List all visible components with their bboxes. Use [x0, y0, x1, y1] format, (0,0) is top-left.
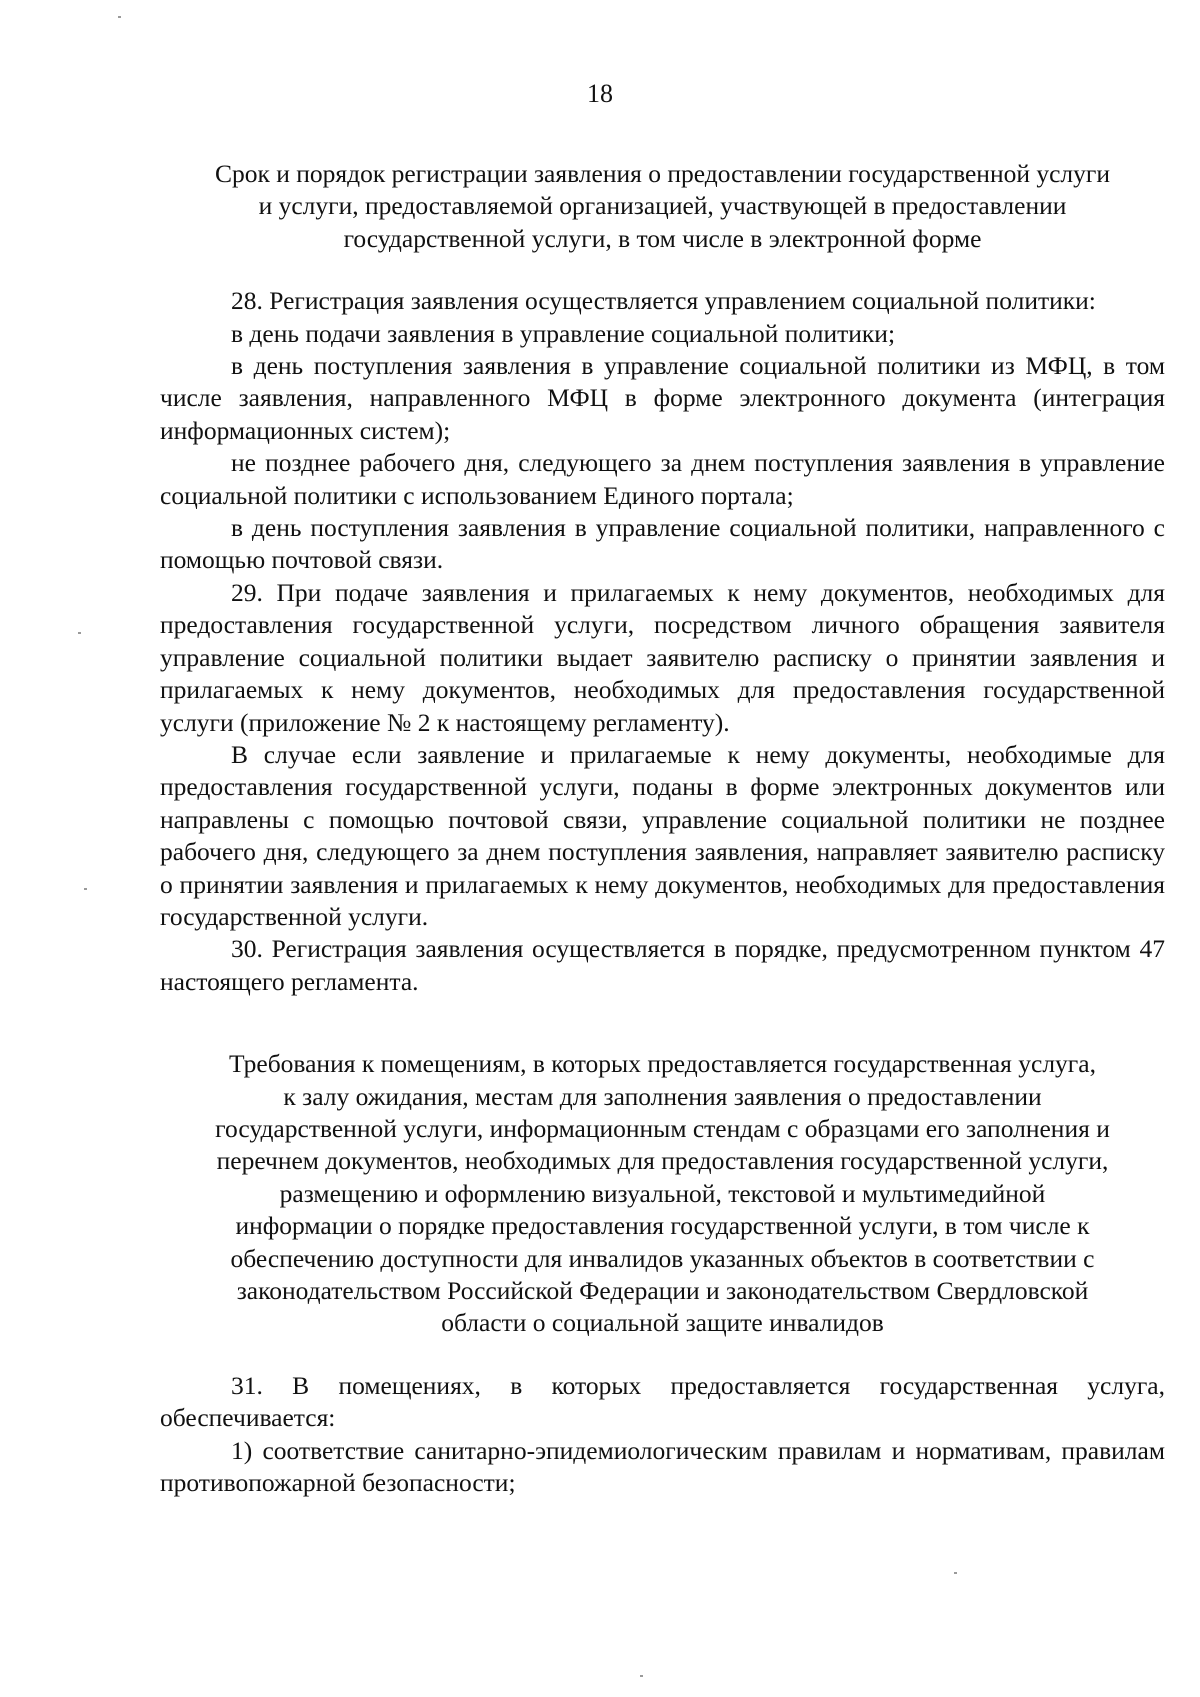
paragraph-item: в день поступления заявления в управление социальной политики, направленного с помощью почтовой связи.: [160, 513, 1165, 575]
spacer: [160, 255, 1165, 285]
paragraph-item: в день поступления заявления в управление социальной политики из МФЦ, в том числе заявления, направленного МФЦ в форме электронного документа (интеграция информационных систем);: [160, 351, 1165, 445]
heading-line: информации о порядке предоставления государственной услуги, в том числе к: [235, 1211, 1090, 1241]
heading-line: размещению и оформлению визуальной, текстовой и мультимедийной: [279, 1178, 1046, 1208]
paragraph-item: не позднее рабочего дня, следующего за днем поступления заявления в управление социальной политики с использованием Единого портала;: [160, 448, 1165, 510]
heading-line: государственной услуги, в том числе в электронной форме: [343, 223, 982, 253]
paragraph-31-item-1: 1) соответствие санитарно-эпидемиологическим правилам и нормативам, правилам противопожарной безопасности;: [160, 1435, 1165, 1498]
scan-artifact: [84, 888, 87, 890]
heading-line: перечнем документов, необходимых для предоставления государственной услуги,: [216, 1146, 1109, 1176]
paragraph-31: 31. В помещениях, в которых предоставляется государственная услуга, обеспечивается:: [160, 1370, 1165, 1433]
heading-line: обеспечению доступности для инвалидов указанных объектов в соответствии с: [230, 1243, 1095, 1273]
paragraph-29: 29. При подаче заявления и прилагаемых к нему документов, необходимых для предоставления государственной услуги, посредством личного обращения заявителя управление социальной политики выдает заявителю расписку о принятии заявления и прилагаемых к нему документов, необходимых для предоставления государственной услуги (приложение № 2 к настоящему регламенту).: [160, 577, 1165, 737]
heading-line: законодательством Российской Федерации и законодательством Свердловской: [236, 1276, 1089, 1305]
heading-line: Требования к помещениям, в которых предоставляется государственная услуга,: [229, 1049, 1096, 1079]
spacer: [160, 1340, 1165, 1370]
paragraph-28: 28. Регистрация заявления осуществляется управлением социальной политики:: [231, 286, 1096, 316]
paragraph-30: 30. Регистрация заявления осуществляется в порядке, предусмотренном пунктом 47 настоящего регламента.: [160, 934, 1165, 996]
heading-line: государственной услуги, информационным стендам с образцами его заполнения и: [215, 1113, 1110, 1143]
page-number: 18: [587, 79, 613, 108]
heading-line: к залу ожидания, местам для заполнения заявления о предоставлении: [283, 1081, 1042, 1111]
scan-artifact: [954, 1572, 957, 1574]
heading-line: и услуги, предоставляемой организацией, участвующей в предоставлении: [258, 191, 1067, 221]
section-heading-registration: [160, 158, 1165, 255]
scan-artifact: [640, 1675, 643, 1677]
section-heading-premises-requirements: [160, 1048, 1165, 1340]
document-body: [160, 158, 1165, 1499]
spacer: [160, 998, 1165, 1048]
scan-artifact: [118, 16, 121, 18]
heading-line: области о социальной защите инвалидов: [441, 1308, 884, 1338]
scan-artifact: [78, 632, 81, 634]
heading-line: Срок и порядок регистрации заявления о предоставлении государственной услуги: [214, 159, 1111, 188]
paragraph-29-continued: В случае если заявление и прилагаемые к нему документы, необходимые для предоставления государственной услуги, поданы в форме электронных документов или направлены с помощью почтовой связи, управление социальной политики не позднее рабочего дня, следующего за днем поступления заявления, направляет заявителю расписку о принятии заявления и прилагаемых к нему документов, необходимых для предоставления государственной услуги.: [160, 739, 1165, 931]
paragraph-item: в день подачи заявления в управление социальной политики;: [231, 318, 896, 348]
